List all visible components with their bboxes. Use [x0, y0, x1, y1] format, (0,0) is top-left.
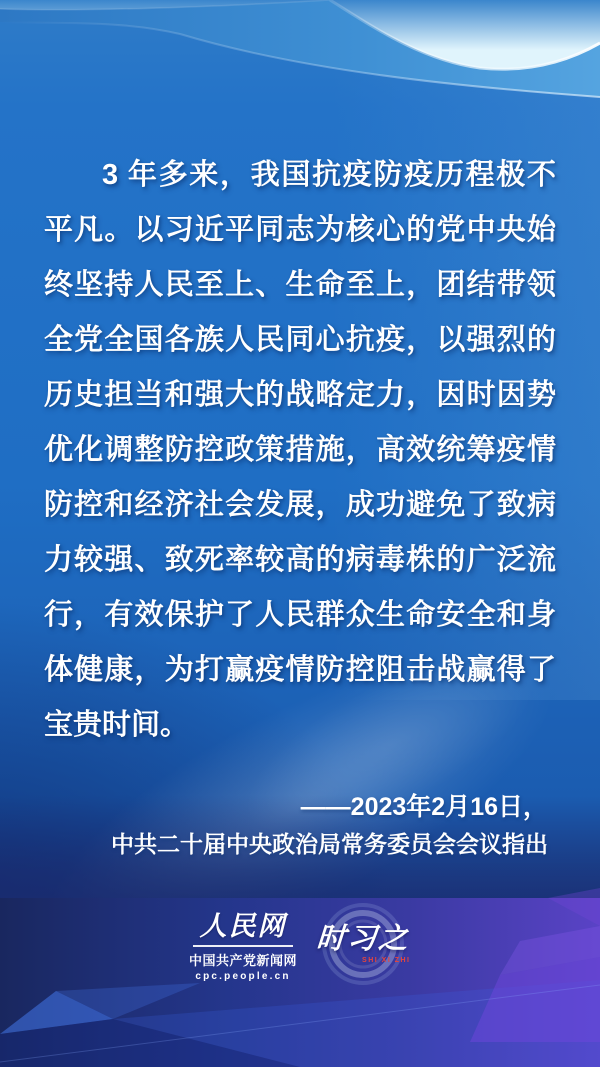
cpc-news-domain: cpc.people.cn — [195, 971, 291, 982]
attribution-source: 中共二十届中央政治局常务委员会会议指出 — [111, 831, 548, 857]
shi-xi-zhi-wordmark: 时习之 — [315, 923, 411, 955]
quote-text: 3 年多来，我国抗疫防疫历程极不平凡。以习近平同志为核心的党中央始终坚持人民至上、生命至上，团结带领全党全国各族人民同心抗疫，以强烈的历史担当和强大的战略定力，因时因势优化调整防控政策措施，高效统筹疫情防控和经济社会发展，成功避免了致病力较强、致死率较高的病毒株的广泛流行，有效保护了人民群众生命安全和身体健康，为打赢疫情防控阻击战赢得了宝贵时间。 — [44, 159, 556, 741]
logo-divider — [193, 945, 293, 947]
peoples-daily-wordmark: 人民网 — [199, 911, 287, 941]
shi-xi-zhi-romanized: SHI XI ZHI — [362, 957, 411, 964]
attribution — [111, 789, 548, 863]
attribution-date: ——2023年2月16日， — [300, 793, 548, 821]
cpc-news-site-name: 中国共产党新闻网 — [188, 953, 298, 968]
peoples-daily-logo — [189, 904, 297, 982]
shi-xi-zhi-logo — [316, 916, 409, 964]
